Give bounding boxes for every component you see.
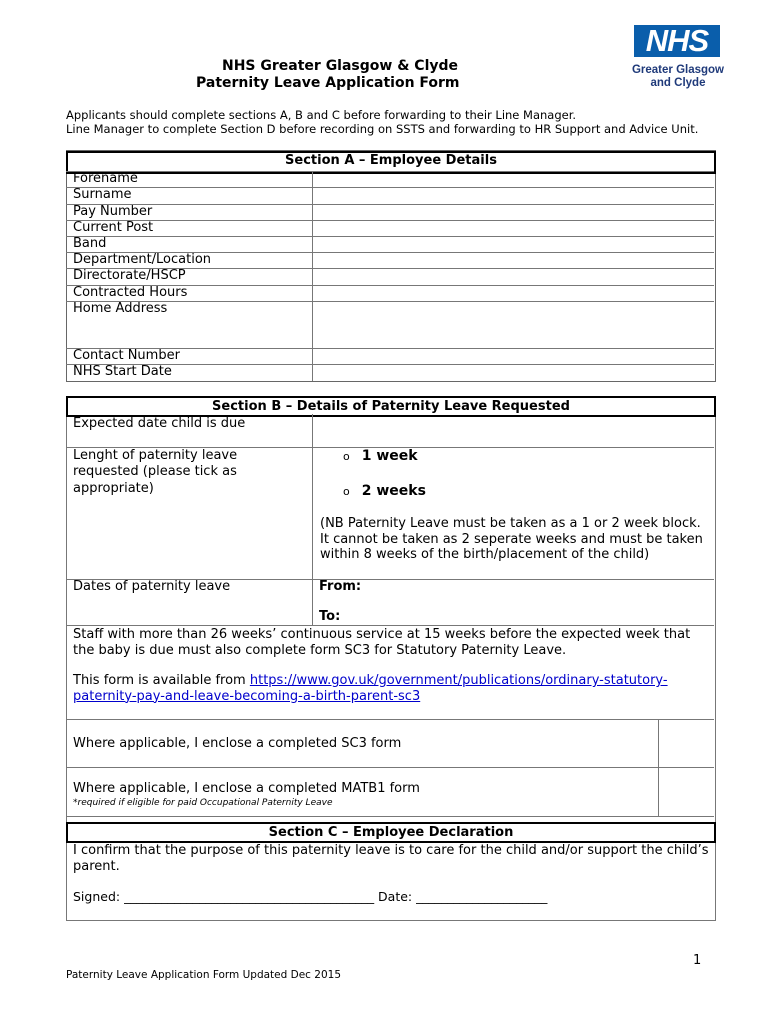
section-a-field-input[interactable]: [313, 286, 713, 301]
length-label: Lenght of paternity leave requested (please tick as appropriate): [73, 448, 238, 496]
section-c-heading: Section C – Employee Declaration: [66, 822, 716, 843]
dates-label: Dates of paternity leave: [73, 579, 231, 594]
section-a-field-input[interactable]: [313, 365, 713, 380]
option-2-weeks[interactable]: [343, 483, 426, 499]
section-a-field-input[interactable]: [313, 253, 713, 268]
section-a-field-input[interactable]: [313, 172, 713, 187]
page-title-line-1: NHS Greater Glasgow & Clyde: [222, 58, 459, 74]
section-a-field-label: Surname: [73, 187, 132, 202]
section-a-field-label: Forename: [73, 171, 138, 186]
intro-line-1: Applicants should complete sections A, B and C before forwarding to their Line Manager.: [66, 108, 577, 122]
section-a-field-input[interactable]: [313, 349, 713, 364]
nhs-logo-subtitle: [620, 64, 736, 90]
footer-text: Paternity Leave Application Form Updated Dec 2015: [66, 969, 342, 981]
section-b-heading: Section B – Details of Paternity Leave Requested: [66, 396, 716, 417]
section-a-field-input[interactable]: [313, 269, 713, 285]
signature-row: [73, 889, 547, 905]
to-label[interactable]: To:: [319, 609, 341, 624]
option-1-label: 1 week: [361, 448, 418, 464]
matb1-label: Where applicable, I enclose a completed MATB1 form: [73, 781, 420, 796]
nb-note: (NB Paternity Leave must be taken as a 1 or 2 week block. It cannot be taken as 2 seperate weeks and must be taken within 8 weeks of the birth/placement of the child): [320, 516, 703, 562]
date-line[interactable]: _____________________: [416, 889, 548, 904]
matb1-note: *required if eligible for paid Occupational Paternity Leave: [73, 798, 333, 808]
form-available-text: [73, 673, 709, 704]
date-label: Date:: [374, 889, 417, 904]
section-a-field-label: Contact Number: [73, 348, 180, 363]
section-a-field-label: Directorate/HSCP: [73, 268, 186, 283]
sc3-label: Where applicable, I enclose a completed SC3 form: [73, 736, 402, 751]
section-a-field-label: Department/Location: [73, 252, 212, 267]
expected-date-label: Expected date child is due: [73, 416, 246, 431]
logo-line-2: and Clyde: [650, 77, 706, 89]
section-a-field-input[interactable]: [313, 221, 713, 236]
page-title-line-2: Paternity Leave Application Form: [196, 75, 460, 91]
section-a-field-label: Current Post: [73, 220, 154, 235]
sc3-form-link[interactable]: https://www.gov.uk/government/publications/ordinary-statutory-paternity-pay-and-leave-becoming-a-birth-parent-sc3: [73, 673, 668, 704]
sc3-checkbox[interactable]: [659, 720, 713, 766]
section-a-field-label: Band: [73, 236, 107, 251]
option-1-week[interactable]: [343, 448, 418, 464]
section-a-field-label: Contracted Hours: [73, 285, 188, 300]
signature-line[interactable]: ________________________________________: [124, 889, 375, 904]
option-2-label: 2 weeks: [361, 483, 426, 499]
option-1-bullet-icon[interactable]: o: [343, 450, 350, 463]
logo-line-1: Greater Glasgow: [631, 64, 725, 76]
section-a-field-input[interactable]: [313, 188, 713, 204]
section-a-field-input[interactable]: [313, 205, 713, 220]
form-available-label: This form is available from: [73, 673, 250, 688]
section-a-field-label: Home Address: [73, 301, 168, 316]
signed-label: Signed:: [73, 889, 125, 904]
nhs-logo-mark: NHS: [645, 23, 709, 58]
intro-text: [66, 108, 726, 136]
page-number: 1: [693, 953, 702, 968]
section-a-field-input[interactable]: [313, 237, 713, 252]
section-a-field-input[interactable]: [313, 302, 713, 348]
intro-line-2: Line Manager to complete Section D before recording on SSTS and forwarding to HR Support and Advice Unit.: [66, 122, 699, 136]
matb1-checkbox[interactable]: [659, 768, 713, 815]
nhs-logo: [634, 25, 720, 57]
section-a-field-label: Pay Number: [73, 204, 153, 219]
declaration-text: I confirm that the purpose of this paternity leave is to care for the child and/or support the child’s parent.: [73, 843, 709, 874]
section-a-heading: Section A – Employee Details: [66, 151, 716, 174]
from-label[interactable]: From:: [319, 579, 362, 594]
section-a-field-label: NHS Start Date: [73, 364, 172, 379]
option-2-bullet-icon[interactable]: o: [343, 485, 350, 498]
staff-note: Staff with more than 26 weeks’ continuous service at 15 weeks before the expected week that the baby is due must also complete form SC3 for Statutory Paternity Leave.: [73, 627, 691, 658]
